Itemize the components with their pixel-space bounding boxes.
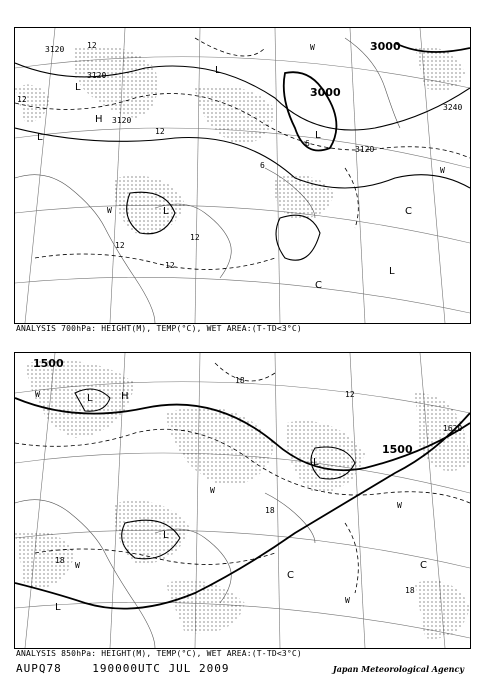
temp-label: 6 (260, 161, 265, 170)
temp-label: 6 (305, 139, 310, 148)
map-700hpa (15, 28, 470, 323)
contour-label: 3120 (355, 145, 375, 154)
temp-label: 12 (87, 41, 97, 50)
contour-label: 1500 (33, 357, 64, 370)
center-marker: H (95, 114, 103, 125)
center-marker: W (397, 501, 402, 510)
center-marker: W (310, 43, 315, 52)
coastline (15, 38, 400, 323)
contour-label: 1500 (382, 443, 413, 456)
center-marker: L (215, 65, 221, 76)
temp-label: 12 (345, 390, 355, 399)
center-marker: W (440, 166, 445, 175)
caption-700hpa: ANALYSIS 700hPa: HEIGHT(M), TEMP(°C), WET AREA:(T-TD<3°C) (16, 324, 302, 333)
map-panel-700hpa (14, 27, 471, 324)
center-marker: C (287, 570, 294, 581)
center-marker: L (389, 266, 395, 277)
center-marker: W (107, 206, 112, 215)
contour-label: 1620 (443, 424, 463, 433)
temp-label: 12 (165, 261, 175, 270)
chart-id: AUPQ78 (16, 662, 62, 675)
caption-850hpa: ANALYSIS 850hPa: HEIGHT(M), TEMP(°C), WET AREA:(T-TD<3°C) (16, 649, 302, 658)
center-marker: L (163, 206, 169, 217)
contour-label: 3120 (87, 71, 107, 80)
center-marker: L (55, 602, 61, 613)
temp-label: 12 (115, 241, 125, 250)
center-marker: C (420, 560, 427, 571)
temp-label: 18 (55, 556, 65, 565)
temp-label: 18 (405, 586, 415, 595)
center-marker: L (75, 82, 81, 93)
center-marker: W (35, 390, 40, 399)
temp-label: 18 (235, 376, 245, 385)
center-marker: C (405, 206, 412, 217)
contour-label: 3000 (370, 40, 401, 53)
temp-label: 12 (155, 127, 165, 136)
contour-label: 3240 (443, 103, 463, 112)
center-marker: L (87, 393, 93, 404)
wet-area (15, 361, 470, 639)
center-marker: L (37, 132, 43, 143)
center-marker: W (345, 596, 350, 605)
center-marker: W (75, 561, 80, 570)
center-marker: L (163, 530, 169, 541)
center-marker: H (121, 391, 129, 402)
valid-time: 190000UTC JUL 2009 (92, 662, 230, 675)
center-marker: L (315, 130, 321, 141)
chart-code (16, 662, 229, 675)
center-marker: W (210, 486, 215, 495)
temp-label: 12 (17, 95, 27, 104)
contour-label: 3120 (112, 116, 132, 125)
contour-label: 3000 (310, 86, 341, 99)
map-850hpa (15, 353, 470, 648)
center-marker: C (315, 280, 322, 291)
center-marker: L (313, 457, 319, 468)
temp-label: 12 (190, 233, 200, 242)
agency-name: Japan Meteorological Agency (332, 664, 464, 674)
contour-label: 3120 (45, 45, 65, 54)
temp-label: 18 (265, 506, 275, 515)
map-panel-850hpa (14, 352, 471, 649)
